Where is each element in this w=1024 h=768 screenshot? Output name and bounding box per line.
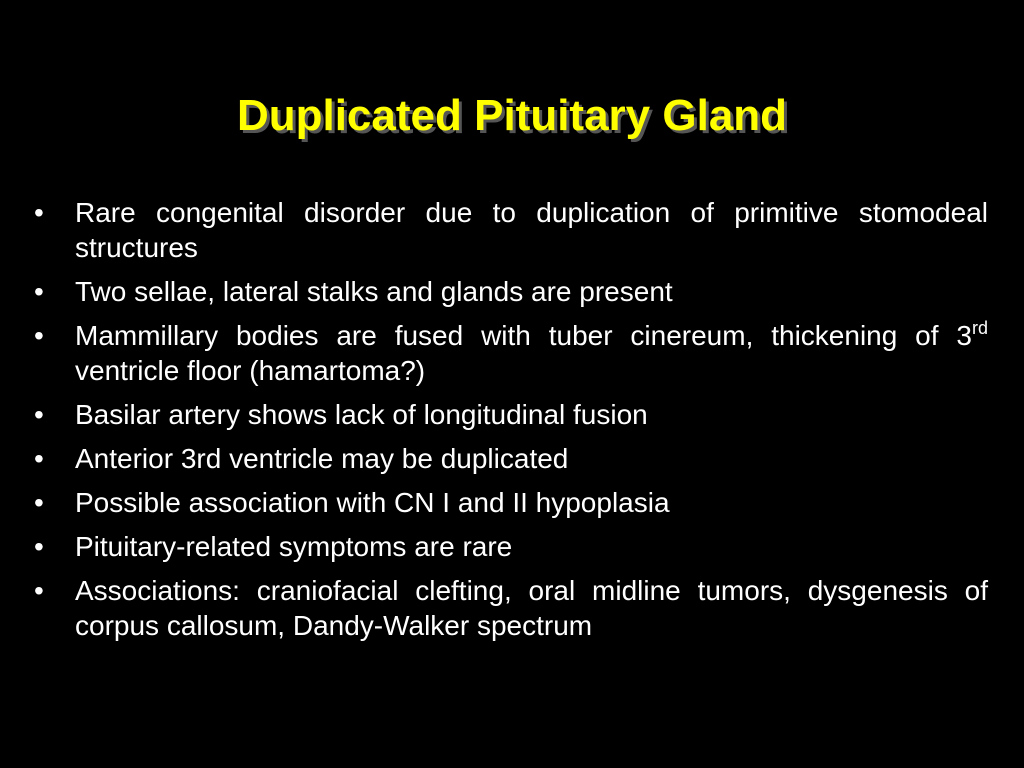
bullet-dot-icon: •: [34, 531, 44, 562]
bullet-dot-icon: •: [34, 443, 44, 474]
bullet-text: Rare congenital disorder due to duplication of primitive stomodeal structures: [75, 197, 988, 263]
slide-title: Duplicated Pituitary Gland: [236, 91, 788, 140]
bullet-item: [34, 195, 988, 265]
bullet-text: Possible association with CN I and II hypoplasia: [75, 487, 670, 518]
bullet-text-before: Mammillary bodies are fused with tuber cinereum, thickening of 3: [75, 320, 972, 351]
bullet-item: [34, 397, 988, 432]
bullet-text: Basilar artery shows lack of longitudinal fusion: [75, 399, 648, 430]
bullet-dot-icon: •: [34, 575, 44, 606]
bullet-dot-icon: •: [34, 276, 44, 307]
bullet-text: Anterior 3rd ventricle may be duplicated: [75, 443, 569, 474]
bullet-dot-icon: •: [34, 197, 44, 228]
bullet-text: Pituitary-related symptoms are rare: [75, 531, 513, 562]
bullet-dot-icon: •: [34, 487, 44, 518]
bullet-item: [34, 573, 988, 643]
ordinal-superscript: rd: [971, 318, 988, 338]
bullet-text: Associations: craniofacial clefting, oral midline tumors, dysgenesis of corpus callosum, Dandy-Walker spectrum: [75, 575, 988, 641]
bullet-item: [34, 318, 988, 388]
bullet-item: [34, 485, 988, 520]
bullet-dot-icon: •: [34, 399, 44, 430]
bullet-item: [34, 441, 988, 476]
bullet-text: Two sellae, lateral stalks and glands are present: [75, 276, 673, 307]
bullet-item: [34, 274, 988, 309]
bullet-item: [34, 529, 988, 564]
bullet-dot-icon: •: [34, 320, 44, 351]
bullet-list: [34, 195, 988, 652]
bullet-text-after: ventricle floor (hamartoma?): [75, 355, 426, 386]
bullet-text: [75, 320, 988, 386]
